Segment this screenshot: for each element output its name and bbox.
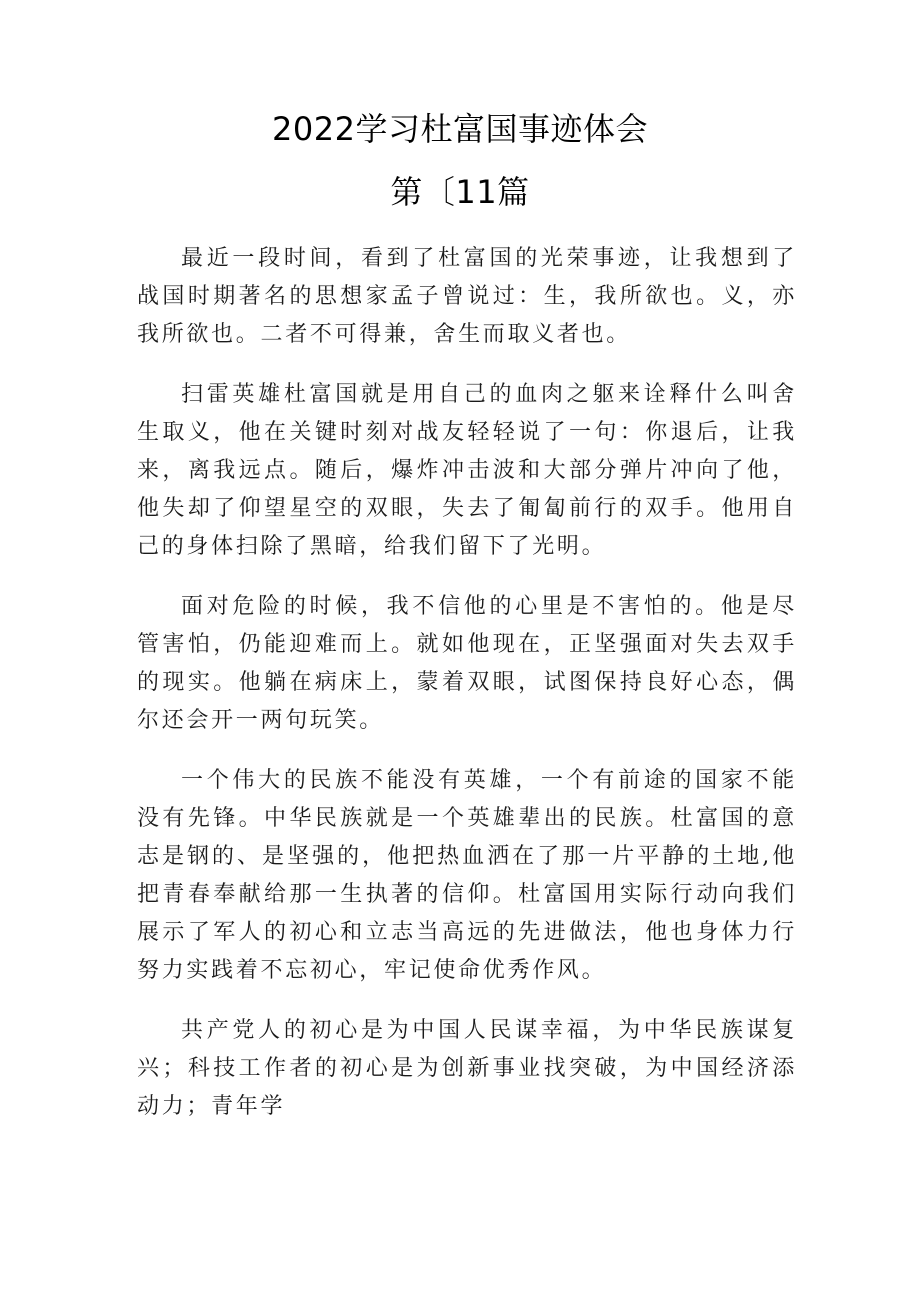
paragraph-2: 扫雷英雄杜富国就是用自己的血肉之躯来诠释什么叫舍生取义，他在关键时刻对战友轻轻说了一句：你退后，让我来，离我远点。随后，爆炸冲击波和大部分弹片冲向了他，他失却了仰望星空的双眼，失去了匍匐前行的双手。他用自己的身体扫除了黑暗，给我们留下了光明。 [137,382,797,559]
paragraph-1: 最近一段时间，看到了杜富国的光荣事迹，让我想到了战国时期著名的思想家孟子曾说过：生，我所欲也。义，亦我所欲也。二者不可得兼，舍生而取义者也。 [137,246,797,347]
document-body [137,240,797,1148]
paragraph-4: 一个伟大的民族不能没有英雄，一个有前途的国家不能没有先锋。中华民族就是一个英雄辈出的民族。杜富国的意志是钢的、是坚强的，他把热血洒在了那一片平静的土地,他把青春奉献给那一生执著的信仰。杜富国用实际行动向我们展示了军人的初心和立志当高远的先进做法，他也身体力行努力实践着不忘初心，牢记使命优秀作风。 [137,768,797,983]
paragraph-3: 面对危险的时候，我不信他的心里是不害怕的。他是尽管害怕，仍能迎难而上。就如他现在，正坚强面对失去双手的现实。他躺在病床上，蒙着双眼，试图保持良好心态，偶尔还会开一两句玩笑。 [137,594,797,733]
paragraph-5: 共产党人的初心是为中国人民谋幸福，为中华民族谋复兴；科技工作者的初心是为创新事业找突破，为中国经济添动力；青年学 [137,1018,797,1119]
document-subtitle: 第〔11篇 [390,173,530,211]
document-title: 2022学习杜富国事迹体会 [272,110,648,148]
